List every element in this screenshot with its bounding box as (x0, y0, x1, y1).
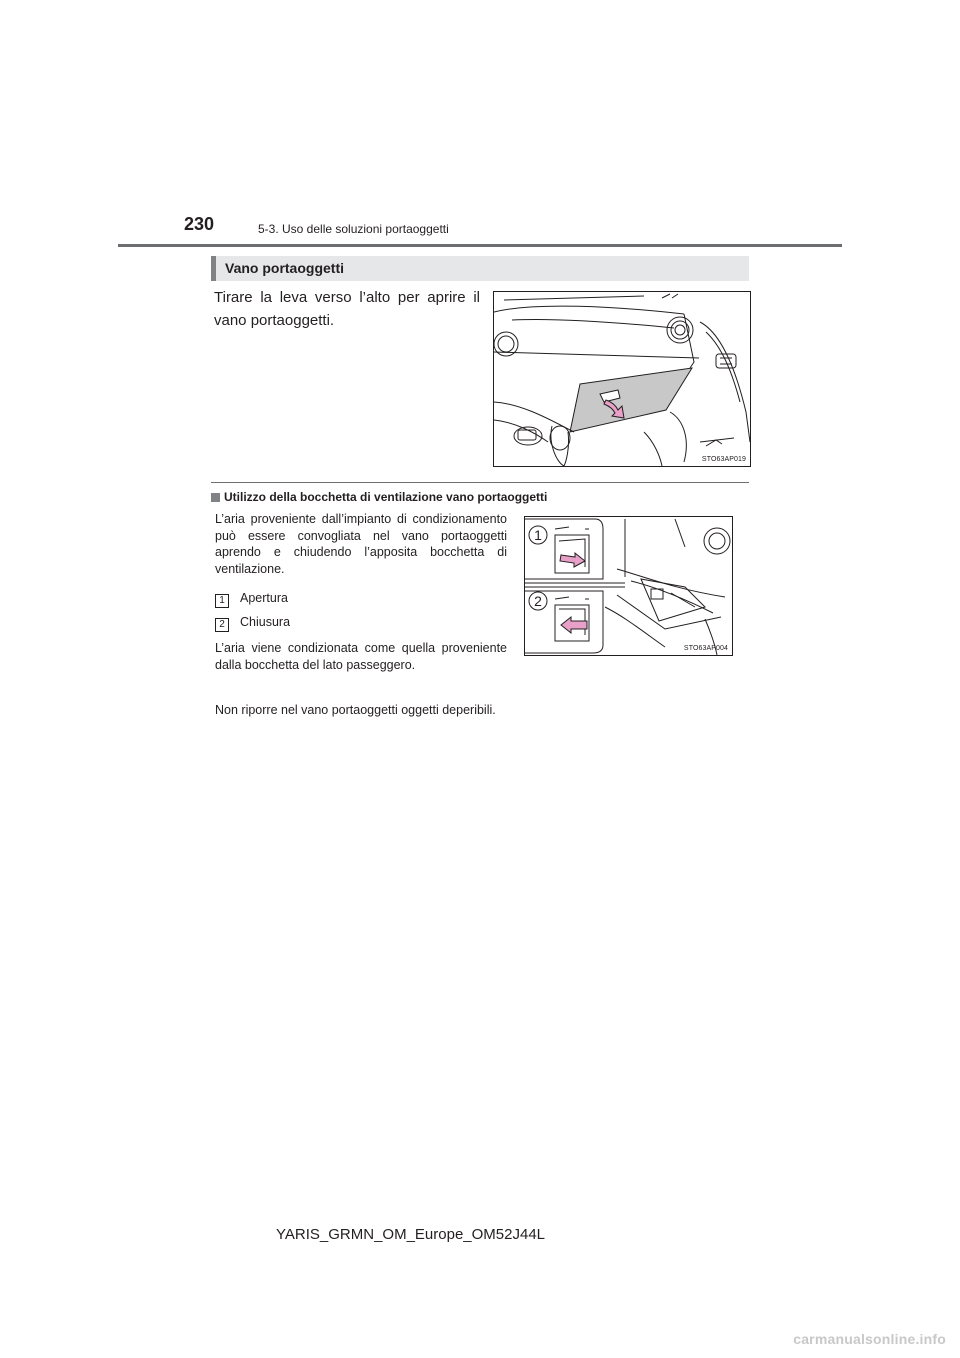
vent-drawing (525, 517, 732, 655)
section-heading-bar (211, 256, 749, 281)
glovebox-lever-drawing (494, 292, 750, 466)
heading-accent (211, 256, 216, 281)
ventilation-description: L’aria proveniente dall’impianto di condizionamento può essere convogliata nel vano portaoggetti aprendo e chiudendo l’apposita bocchetta di ventilazione. (215, 512, 507, 576)
item-label-opening: Apertura (240, 591, 288, 605)
figure2-code: STO63AP004 (683, 645, 728, 652)
perishables-warning: Non riporre nel vano portaoggetti oggetti deperibili. (215, 703, 496, 717)
list-item-closing (215, 615, 290, 632)
intro-text: Tirare la leva verso l’alto per aprire il vano portaoggetti. (214, 289, 480, 329)
square-bullet-icon (211, 493, 220, 502)
section-heading: Vano portaoggetti (225, 260, 344, 276)
figure1-code: STO63AP019 (701, 456, 746, 463)
section-title: 5-3. Uso delle soluzioni portaoggetti (258, 222, 449, 236)
conditioning-note: L’aria viene condizionata come quella proveniente dalla bocchetta del lato passeggero. (215, 641, 507, 672)
item-number-2: 2 (215, 618, 229, 632)
callout-2-label: 2 (534, 593, 542, 609)
watermark: carmanualsonline.info (793, 1331, 946, 1347)
header-rule (118, 244, 842, 247)
document-id: YARIS_GRMN_OM_Europe_OM52J44L (276, 1226, 546, 1243)
page-number: 230 (184, 214, 215, 234)
subsection-rule (211, 482, 749, 483)
callout-1-label: 1 (534, 527, 542, 543)
glovebox-lever-illustration (493, 291, 751, 467)
subsection-heading (211, 490, 547, 504)
item-label-closing: Chiusura (240, 615, 291, 629)
subsection-heading-text: Utilizzo della bocchetta di ventilazione vano portaoggetti (224, 490, 548, 504)
vent-illustration (524, 516, 733, 656)
item-number-1: 1 (215, 594, 229, 608)
list-item-opening (215, 591, 288, 608)
